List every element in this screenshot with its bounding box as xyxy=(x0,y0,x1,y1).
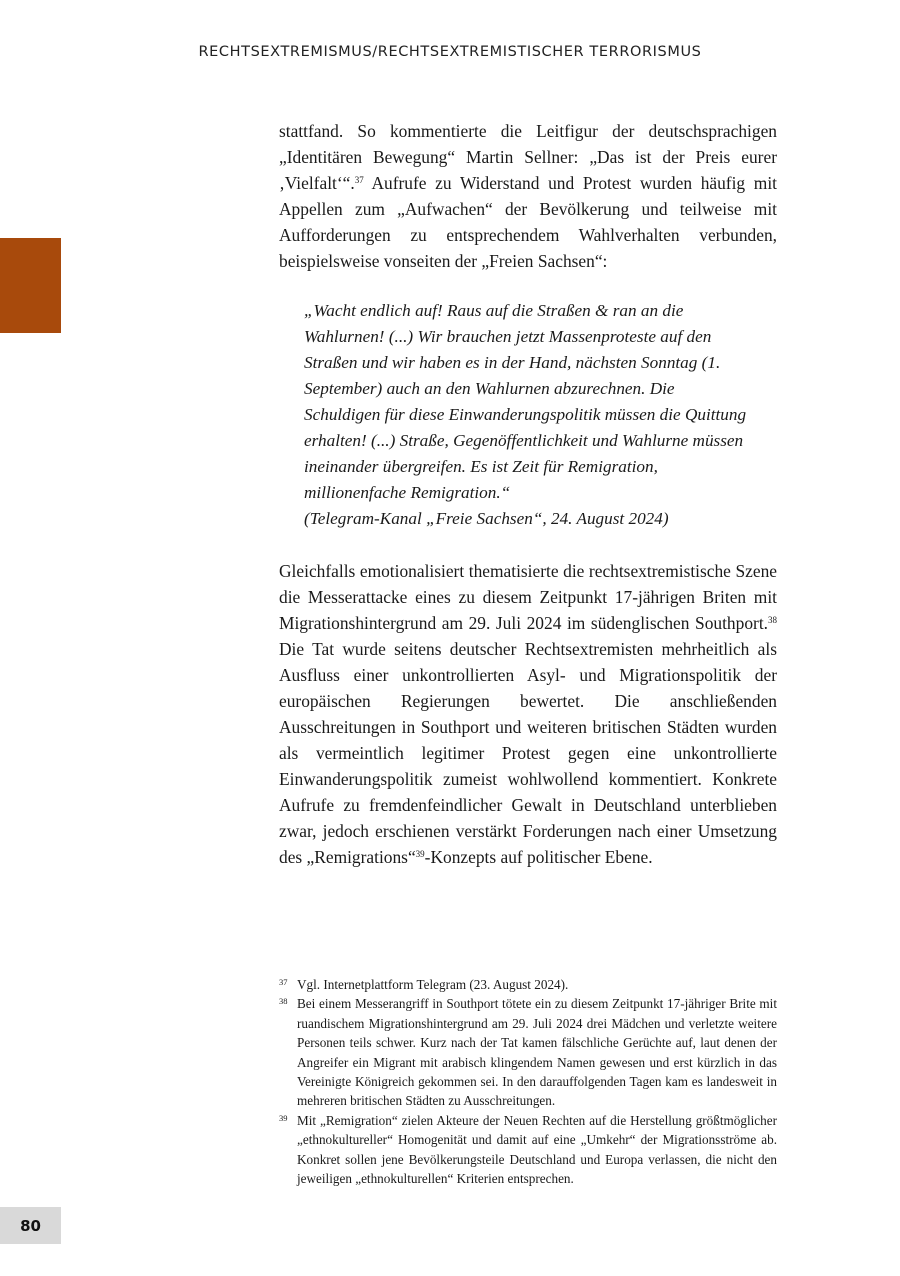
footnote-text: Vgl. Internetplattform Telegram (23. August 2024). xyxy=(297,977,569,992)
footnote-37 xyxy=(279,975,777,994)
paragraph-2-text-b: Die Tat wurde seitens deutscher Rechtsextremisten mehrheitlich als Ausfluss einer unkontrollierten Asyl- und Migrationspolitik der europäischen Regierungen bewertet. Die anschließenden Ausschreitungen in Southport und weiteren britischen Städten wurden als vermeintlich legitimer Protest gegen eine unkontrollierte Einwanderungspolitik zumeist wohlwollend kommentiert. Konkrete Aufrufe zu fremdenfeindlicher Gewalt in Deutschland unterblieben zwar, jedoch erschienen verstärkt Forderungen nach einer Umsetzung des „Remigrations“ xyxy=(279,639,777,867)
chapter-marker-tab xyxy=(0,238,61,333)
running-header: RECHTSEXTREMISMUS/RECHTSEXTREMISTISCHER TERRORISMUS xyxy=(198,44,702,60)
page-number: 80 xyxy=(0,1207,61,1244)
footnote-ref-39[interactable]: 39 xyxy=(415,849,425,859)
footnote-number: 39 xyxy=(279,1112,288,1123)
footnote-number: 37 xyxy=(279,977,288,987)
footnote-text: Bei einem Messerangriff in Southport tötete ein zu diesem Zeitpunkt 17-jähriger Brite mit ruandischem Migrationshintergrund am 29. Juli 2024 drei Mädchen und verletzte weitere Personen teils schwer. Kurz nach der Tat kamen fälschliche Gerüchte auf, laut denen der Angreifer ein Migrant mit arabisch klingendem Namen gewesen und erst kürzlich in das Vereinigte Königreich gekommen sei. In den darauffolgenden Tagen kam es landesweit in mehreren britischen Städten zu Ausschreitungen. xyxy=(297,996,777,1109)
footnote-ref-37[interactable]: 37 xyxy=(354,175,364,185)
paragraph-1-text-a: stattfand. So kommentierte die Leitfigur der deutschsprachigen „Identitären Bewegung“ Martin Sellner: „Das ist der Preis eurer ‚Vielfalt‘“. xyxy=(279,121,777,193)
paragraph-1-text-b: Aufrufe zu Widerstand und Protest wurden häufig mit Appellen zum „Aufwachen“ der Bevölkerung und teilweise mit Aufforderungen zu entsprechendem Wahlverhalten verbunden, beispielsweise vonseiten der „Freien Sachsen“: xyxy=(279,173,777,271)
footnote-number: 38 xyxy=(279,996,288,1007)
footnote-39 xyxy=(279,1111,777,1189)
quote-text: „Wacht endlich auf! Raus auf die Straßen & ran an die Wahlurnen! (...) Wir brauchen jetzt Massenproteste auf den Straßen und wir haben es in der Hand, nächsten Sonntag (1. September) auch an den Wahlurnen abzurechnen. Die Schuldigen für diese Einwanderungspolitik müssen die Quittung erhalten! (...) Straße, Gegenöffentlichkeit und Wahlurne müssen ineinander übergreifen. Es ist Zeit für Remigration, millionenfache Remigration.“ xyxy=(304,301,747,502)
paragraph-2-text-a: Gleichfalls emotionalisiert thematisierte die rechtsextremistische Szene die Messerattacke eines zu diesem Zeitpunkt 17-jährigen Briten mit Migrationshintergrund am 29. Juli 2024 im südenglischen Southport. xyxy=(279,561,777,633)
footnote-ref-38[interactable]: 38 xyxy=(768,615,777,625)
footnote-text: Mit „Remigration“ zielen Akteure der Neuen Rechten auf die Herstellung größtmöglicher „ethnokultureller“ Homogenität und damit auf eine „Umkehr“ der Migrationsströme ab. Konkret sollen jene Bevölkerungsteile Deutschland und Europa verlassen, die nicht den jeweiligen „ethnokulturellen“ Kriterien entsprechen. xyxy=(297,1112,777,1187)
block-quote xyxy=(304,298,752,532)
paragraph-1 xyxy=(279,118,777,274)
paragraph-2-text-c: -Konzepts auf politischer Ebene. xyxy=(424,847,653,867)
footnotes xyxy=(279,975,777,1188)
paragraph-2 xyxy=(279,558,777,870)
footnote-38 xyxy=(279,994,777,1110)
quote-source: (Telegram-Kanal „Freie Sachsen“, 24. August 2024) xyxy=(304,509,669,528)
